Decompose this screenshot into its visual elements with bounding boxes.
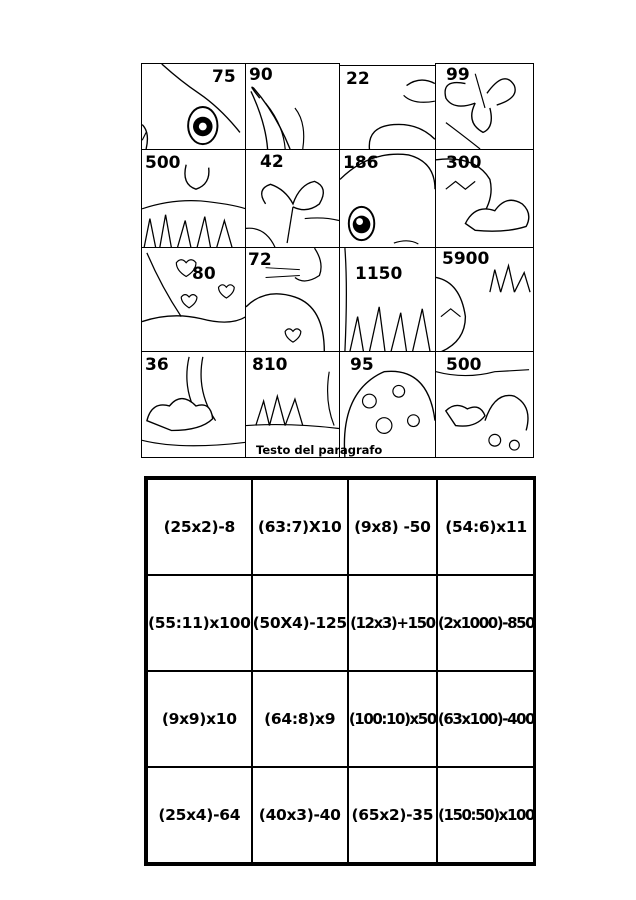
tile-number: 810 (252, 355, 288, 375)
puzzle-grid (141, 63, 534, 458)
expression-cell: (100:10)x50 (348, 671, 437, 767)
expression-cell: (63x100)-400 (437, 671, 535, 767)
tile-number: 1150 (355, 264, 403, 284)
puzzle-tile (435, 149, 534, 249)
puzzle-tile (339, 351, 436, 458)
tile-number: 186 (343, 153, 379, 173)
expression-cell: (9x8) -50 (348, 479, 437, 575)
tile-number: 300 (446, 153, 482, 173)
expression-cell: (12x3)+150 (348, 575, 437, 671)
expression-cell: (2x1000)-850 (437, 575, 535, 671)
expression-cell: (25x4)-64 (147, 767, 252, 863)
paragraph-caption: Testo del paragrafo (256, 443, 383, 457)
tile-number: 36 (145, 355, 169, 375)
expression-cell: (40x3)-40 (252, 767, 348, 863)
expression-table (144, 476, 536, 866)
tile-number: 42 (260, 152, 284, 172)
puzzle-tile (435, 63, 534, 150)
puzzle-tile (245, 149, 340, 249)
expression-cell: (50X4)-125 (252, 575, 348, 671)
tile-number: 75 (212, 67, 236, 87)
expression-cell: (54:6)x11 (437, 479, 535, 575)
tile-number: 95 (350, 355, 374, 375)
puzzle-tile (141, 351, 247, 458)
puzzle-tile (245, 247, 340, 353)
expression-cell: (63:7)X10 (252, 479, 348, 575)
puzzle-tile (245, 63, 340, 150)
puzzle-tile (435, 351, 534, 458)
tile-number: 80 (192, 264, 216, 284)
expression-cell: (64:8)x9 (252, 671, 348, 767)
expression-cell: (150:50)x100 (437, 767, 535, 863)
tile-number: 22 (346, 69, 370, 89)
tile-number: 90 (249, 65, 273, 85)
puzzle-tile (141, 247, 247, 353)
tile-number: 5900 (442, 249, 490, 269)
expression-cell: (25x2)-8 (147, 479, 252, 575)
puzzle-tile (141, 149, 247, 249)
tile-number: 500 (446, 355, 482, 375)
expression-cell: (55:11)x100 (147, 575, 252, 671)
puzzle-tile (339, 149, 436, 249)
puzzle-tile (245, 351, 340, 458)
puzzle-tile (339, 247, 436, 353)
puzzle-tile (339, 65, 436, 150)
tile-number: 72 (248, 250, 272, 270)
tile-number: 99 (446, 65, 470, 85)
puzzle-tile (141, 63, 247, 150)
expression-cell: (65x2)-35 (348, 767, 437, 863)
tile-number: 500 (145, 153, 181, 173)
puzzle-tile (435, 247, 534, 353)
expression-cell: (9x9)x10 (147, 671, 252, 767)
